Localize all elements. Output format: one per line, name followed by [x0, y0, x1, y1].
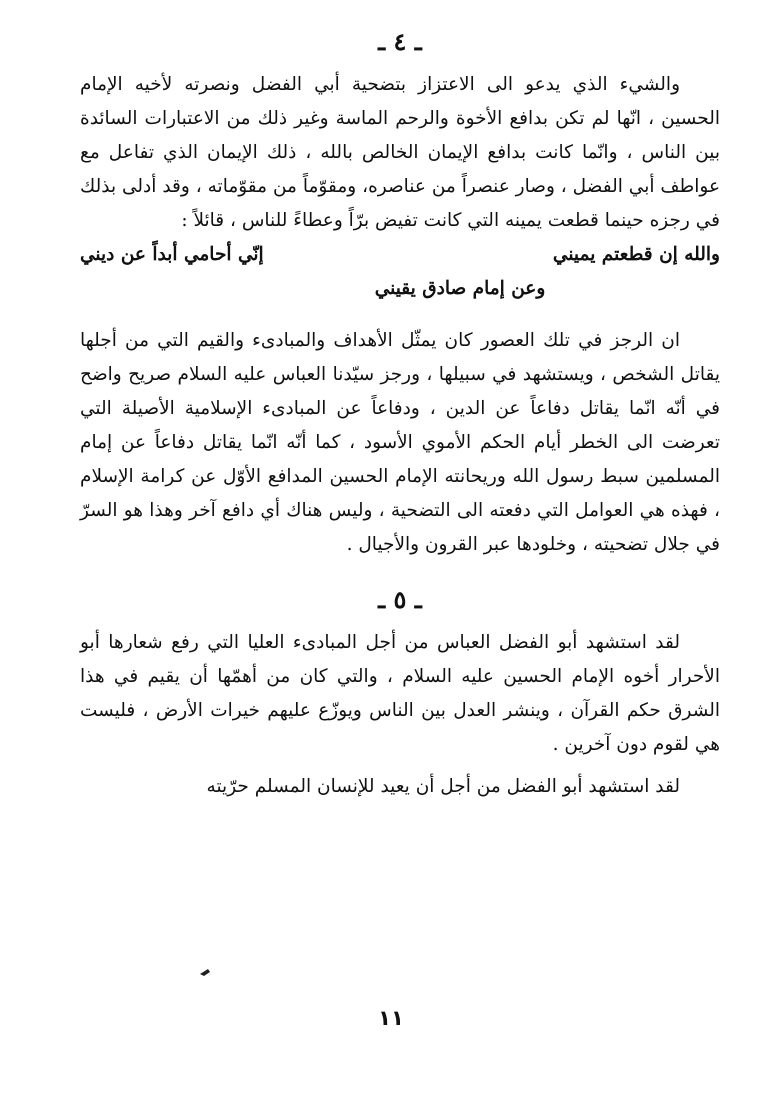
paragraph-4-2: ان الرجز في تلك العصور كان يمثّل الأهداف والمبادىء والقيم التي من أجلها يقاتل الشخص ، ويستشهد في سبيلها ، ورجز سيّدنا العباس عليه السلام صريح واضح في أنّه انّما يقاتل دفاعاً عن الدين ، ودفاعاً عن المبادىء الإسلامية الأصيلة التي تعرضت الى الخطر أيام الحكم الأموي الأسود ، كما أنّه انّما يقاتل دفاعاً عن إمام المسلمين سبط رسول الله وريحانته الإمام الحسين المدافع الأوّل عن كرامة الإسلام ، فهذه هي العوامل التي دفعته الى التضحية ، وليس هناك أي دافع آخر وهذا هو السرّ في جلال تضحيته ، وخلودها عبر القرون والأجيال . — [80, 330, 720, 555]
page-number: ١١ — [378, 1006, 404, 1030]
verse-line-1-left: إنّي أحامي أبداً عن ديني — [80, 244, 264, 265]
verse-block — [80, 238, 720, 306]
ink-mark-icon — [198, 966, 212, 978]
spacer — [80, 762, 720, 770]
spacer — [80, 562, 720, 580]
paragraph-5-2: لقد استشهد أبو الفضل من أجل أن يعيد للإنسان المسلم حرّيته — [206, 776, 680, 797]
verse-line-2: وعن إمام صادق يقيني — [374, 278, 546, 299]
verse-line-1 — [80, 238, 720, 272]
section-heading-5: ـ ٥ ـ — [378, 585, 422, 614]
paragraph-5-1: لقد استشهد أبو الفضل العباس من أجل المبادىء العليا التي رفع شعارها أبو الأحرار أخوه الإمام الحسين عليه السلام ، والتي كان من أهمّها أن يقيم في هذا الشرق حكم القرآن ، وينشر العدل بين الناس ويوزّع عليهم خيرات الأرض ، فليست هي لقوم دون آخرين . — [80, 632, 720, 755]
paragraph-4-1: والشيء الذي يدعو الى الاعتزاز بتضحية أبي الفضل ونصرته لأخيه الإمام الحسين ، انّها لم تكن بدافع الأخوة والرحم الماسة وغير ذلك من الاعتبارات السائدة بين الناس ، وانّما كانت بدافع الإيمان الخالص بالله ، ذلك الإيمان الذي تفاعل مع عواطف أبي الفضل ، وصار عنصراً من عناصره، ومقوّماً من مقوّماته ، وقد أدلى بذلك في رجزه حينما قطعت يمينه التي كانت تفيض برّاً وعطاءً للناس ، قائلاً : — [80, 74, 720, 231]
spacer — [80, 306, 720, 324]
verse-line-1-right: والله إن قطعتم يميني — [552, 244, 720, 265]
document-page — [80, 22, 720, 804]
section-heading-4: ـ ٤ ـ — [378, 27, 422, 56]
